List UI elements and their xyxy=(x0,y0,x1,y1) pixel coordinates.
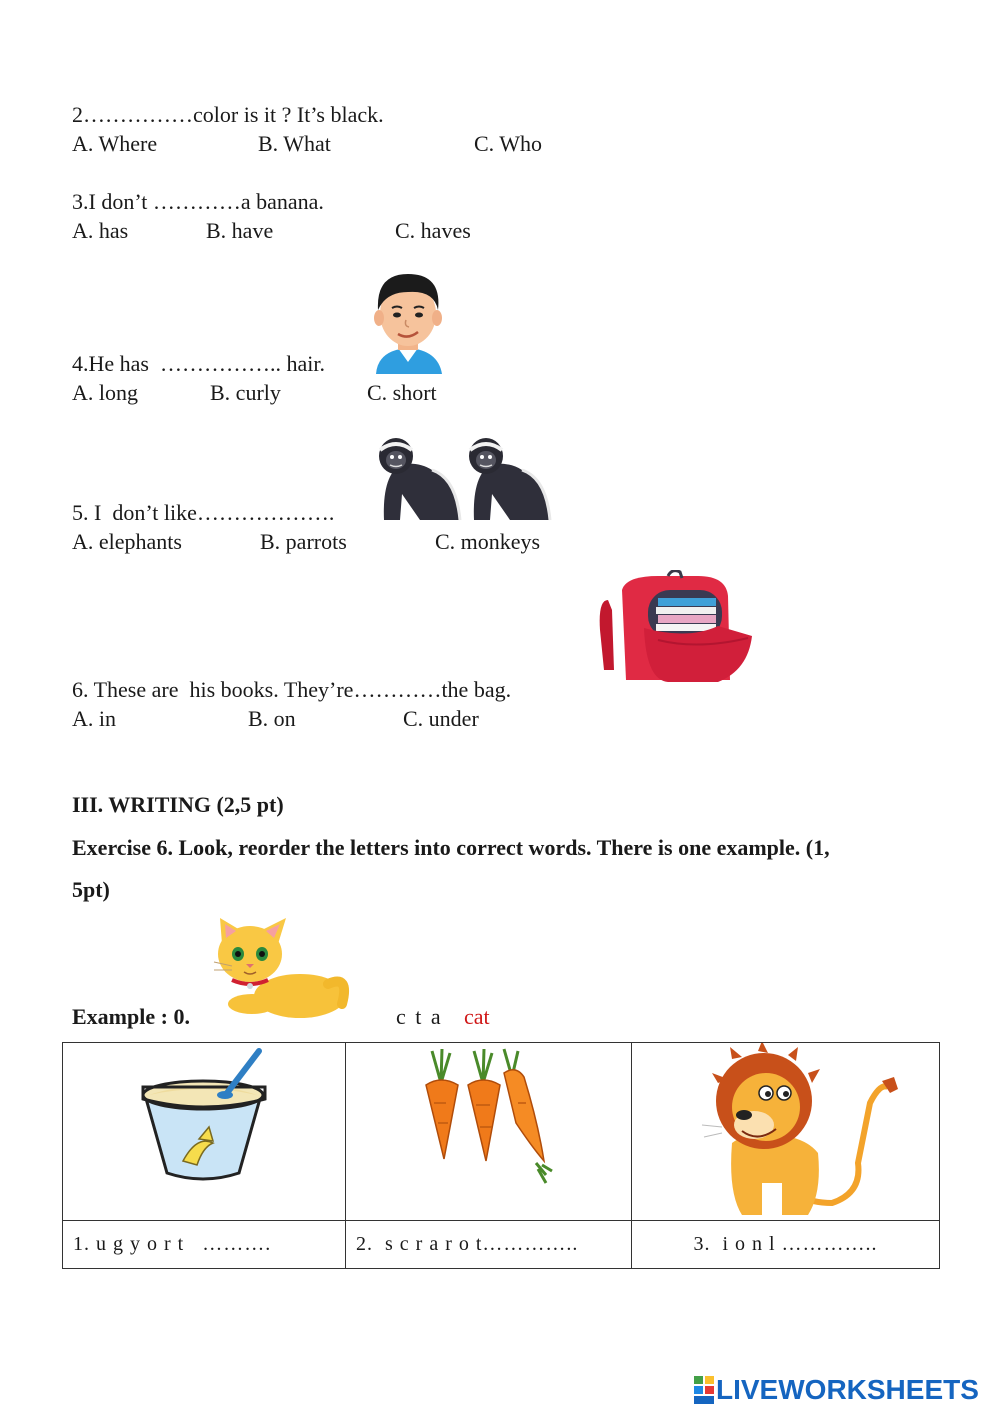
backpack-icon xyxy=(598,570,754,684)
boy-face-icon xyxy=(368,270,448,374)
exercise-6-item-2[interactable]: 2. s c r a r o t………….. xyxy=(346,1221,632,1269)
question-2-stem: 2……………color is it ? It’s black. xyxy=(72,102,384,127)
exercise-6-cell-2-image xyxy=(346,1043,632,1221)
question-5-stem: 5. I don’t like………………. xyxy=(72,500,335,525)
exercise-6-cell-1-image xyxy=(63,1043,346,1221)
question-5-option-a[interactable]: A. elephants xyxy=(72,529,182,554)
exercise-6-word-row xyxy=(63,1221,940,1269)
question-5-option-c[interactable]: C. monkeys xyxy=(435,529,541,554)
question-4-option-c[interactable]: C. short xyxy=(367,380,437,405)
question-6-option-a[interactable]: A. in xyxy=(72,706,116,731)
exercise-6-instruction-cont: 5pt) xyxy=(72,877,110,902)
liveworksheets-logo-text: LIVEWORKSHEETS xyxy=(716,1374,979,1405)
example-letters: c t a xyxy=(396,1004,443,1029)
example-label: Example : 0. xyxy=(72,1004,190,1029)
exercise-6-cell-3-image xyxy=(632,1043,940,1221)
liveworksheets-logo xyxy=(694,1374,979,1406)
exercise-6-item-1[interactable]: 1. u g y o r t ………. xyxy=(63,1221,346,1269)
example-answer: cat xyxy=(464,1004,490,1029)
question-2-option-c[interactable]: C. Who xyxy=(474,131,543,156)
yogurt-icon xyxy=(63,1043,346,1220)
question-3-option-a[interactable]: A. has xyxy=(72,218,129,243)
liveworksheets-logo-icon xyxy=(694,1376,714,1404)
lion-icon xyxy=(632,1043,940,1220)
question-6-option-b[interactable]: B. on xyxy=(248,706,296,731)
question-4-option-a[interactable]: A. long xyxy=(72,380,138,405)
cat-icon xyxy=(210,914,350,1022)
question-2-option-b[interactable]: B. What xyxy=(258,131,331,156)
carrots-icon xyxy=(346,1043,632,1220)
question-2-option-a[interactable]: A. Where xyxy=(72,131,158,156)
exercise-6-item-3[interactable]: 3. i o n l ………….. xyxy=(632,1221,940,1269)
exercise-6-table xyxy=(62,1042,940,1269)
question-3-stem: 3.I don’t …………a banana. xyxy=(72,189,324,214)
question-4-stem: 4.He has …………….. hair. xyxy=(72,351,325,376)
question-3-option-b[interactable]: B. have xyxy=(206,218,274,243)
question-6-stem: 6. These are his books. They’re…………the bag. xyxy=(72,677,512,702)
question-3-option-c[interactable]: C. haves xyxy=(395,218,471,243)
question-4-option-b[interactable]: B. curly xyxy=(210,380,281,405)
exercise-6-image-row xyxy=(63,1043,940,1221)
exercise-6-instruction: Exercise 6. Look, reorder the letters into correct words. There is one example. (1, xyxy=(72,835,830,860)
question-5-option-b[interactable]: B. parrots xyxy=(260,529,347,554)
writing-section-heading: III. WRITING (2,5 pt) xyxy=(72,792,284,817)
question-6-option-c[interactable]: C. under xyxy=(403,706,479,731)
monkeys-icon xyxy=(372,434,554,522)
